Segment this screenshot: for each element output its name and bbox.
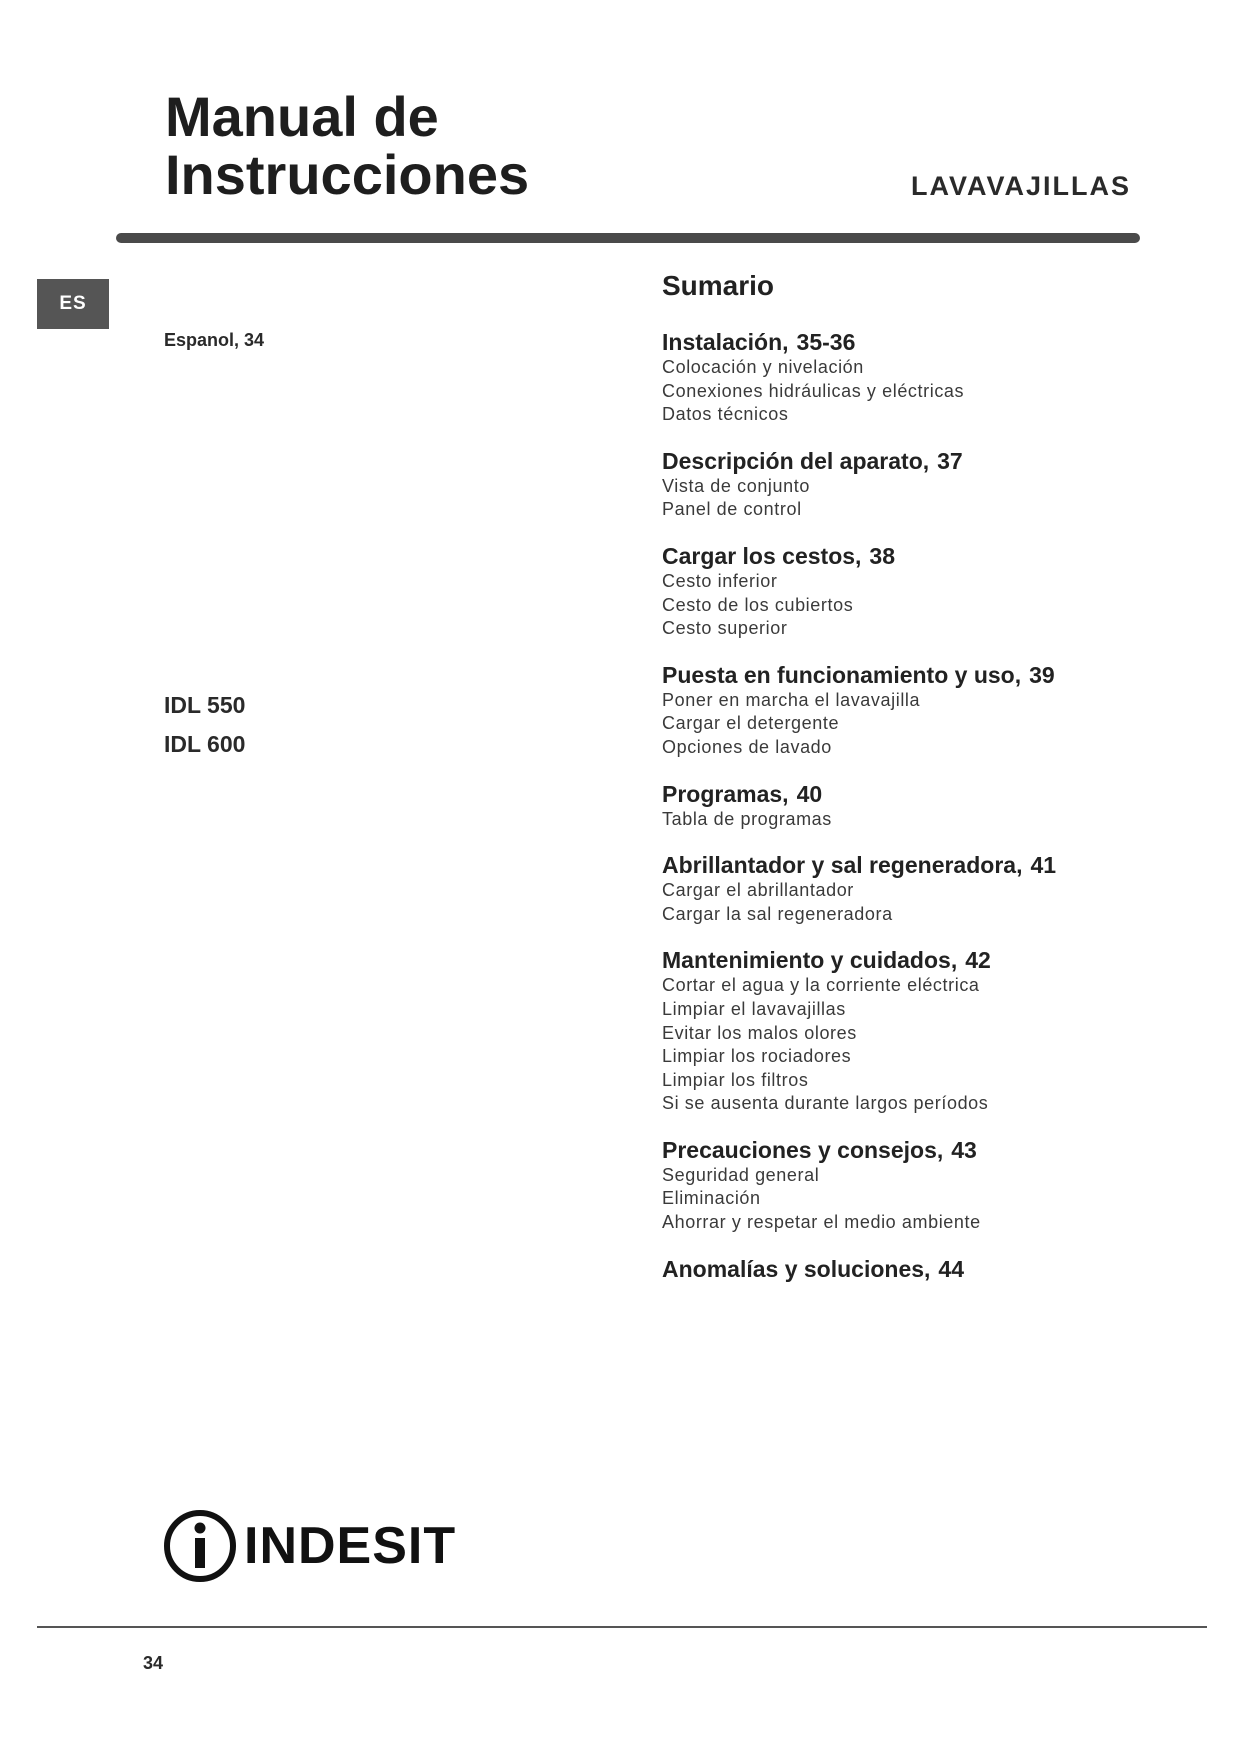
toc-section-page: 37: [937, 447, 963, 474]
toc-section-page: 44: [938, 1255, 965, 1282]
model-list: [164, 686, 245, 764]
toc-section-label: Mantenimiento y cuidados,: [662, 947, 958, 974]
toc-section-label: Precauciones y consejos,: [662, 1136, 944, 1163]
toc-subitem: Cesto de los cubiertos: [662, 594, 854, 615]
toc-section: [662, 946, 1142, 1116]
toc-subitem: Cesto superior: [662, 618, 788, 639]
toc-section-page: 35-36: [796, 329, 856, 355]
toc-section-label: Descripción del aparato,: [662, 447, 930, 474]
toc-subitem: Eliminación: [662, 1188, 761, 1209]
toc-subitem: Evitar los malos olores: [662, 1022, 857, 1043]
toc-section: [662, 1136, 1142, 1235]
toc-subitem: Cesto inferior: [662, 570, 778, 591]
toc-subitem: Seguridad general: [662, 1164, 820, 1185]
toc-section-page: 39: [1029, 661, 1055, 688]
toc-subitem: Ahorrar y respetar el medio ambiente: [662, 1212, 981, 1233]
toc-section: [662, 661, 1142, 760]
toc-subitem: Cortar el agua y la corriente eléctrica: [662, 975, 980, 996]
toc-subitem: Cargar el detergente: [662, 713, 840, 734]
manual-title: [165, 85, 530, 206]
product-category: LAVAVAJILLAS: [910, 171, 1131, 201]
indesit-logo-icon: [162, 1508, 238, 1584]
toc-section: [662, 447, 1142, 522]
toc-heading: Sumario: [662, 270, 775, 301]
toc-section-title: [662, 780, 1142, 808]
language-tab: ES: [37, 279, 109, 329]
toc-section: [662, 1255, 1142, 1283]
page-number: 34: [143, 1653, 164, 1673]
brand-name: INDESIT: [244, 1517, 457, 1575]
toc-section-label: Instalación,: [662, 329, 789, 355]
toc-subitem: Cargar la sal regeneradora: [662, 903, 893, 924]
toc-section-page: 42: [965, 947, 991, 974]
toc-section-page: 41: [1030, 852, 1057, 879]
toc-section-page: 40: [796, 780, 823, 807]
toc-section-title: [662, 328, 1142, 356]
toc-subitem: Cargar el abrillantador: [662, 880, 854, 901]
table-of-contents: [662, 268, 1142, 1303]
language-reference: Espanol, 34: [164, 330, 265, 350]
toc-subitem: Limpiar los rociadores: [662, 1046, 852, 1067]
toc-section-label: Programas,: [662, 780, 789, 807]
model-name: IDL 600: [164, 731, 246, 757]
toc-subitem: Limpiar los filtros: [662, 1069, 809, 1090]
toc-section-title: [662, 447, 1142, 475]
toc-section-title: [662, 661, 1142, 689]
model-name: IDL 550: [164, 692, 246, 718]
toc-section: [662, 780, 1142, 832]
toc-subitem: Panel de control: [662, 499, 802, 520]
toc-subitem: Datos técnicos: [662, 404, 789, 425]
toc-section-title: [662, 542, 1142, 570]
toc-section-page: 38: [869, 542, 896, 569]
toc-subitem: Opciones de lavado: [662, 736, 832, 757]
toc-section-label: Abrillantador y sal regeneradora,: [662, 852, 1023, 879]
toc-section: [662, 851, 1142, 926]
toc-subitem: Si se ausenta durante largos períodos: [662, 1093, 989, 1114]
brand-logo: [162, 1508, 456, 1584]
toc-section: [662, 542, 1142, 641]
toc-section-title: [662, 1136, 1142, 1164]
toc-section-title: [662, 1255, 1142, 1283]
toc-section-title: [662, 851, 1142, 879]
toc-section-page: 43: [951, 1136, 977, 1163]
toc-section-title: [662, 946, 1142, 974]
toc-sections: [662, 328, 1142, 1283]
toc-subitem: Vista de conjunto: [662, 475, 810, 496]
toc-subitem: Tabla de programas: [662, 808, 832, 829]
toc-section-label: Puesta en funcionamiento y uso,: [662, 661, 1022, 688]
toc-section-label: Cargar los cestos,: [662, 542, 862, 569]
toc-section-label: Anomalías y soluciones,: [662, 1255, 931, 1282]
footer-divider: [37, 1626, 1207, 1628]
toc-subitem: Limpiar el lavavajillas: [662, 998, 846, 1019]
toc-subitem: Colocación y nivelación: [662, 357, 864, 377]
title-line-1: Manual de: [165, 85, 439, 148]
title-line-2: Instrucciones: [165, 143, 530, 206]
toc-section: [662, 328, 1142, 427]
toc-subitem: Conexiones hidráulicas y eléctricas: [662, 380, 965, 401]
toc-subitem: Poner en marcha el lavavajilla: [662, 689, 921, 710]
header-divider: [116, 233, 1140, 243]
